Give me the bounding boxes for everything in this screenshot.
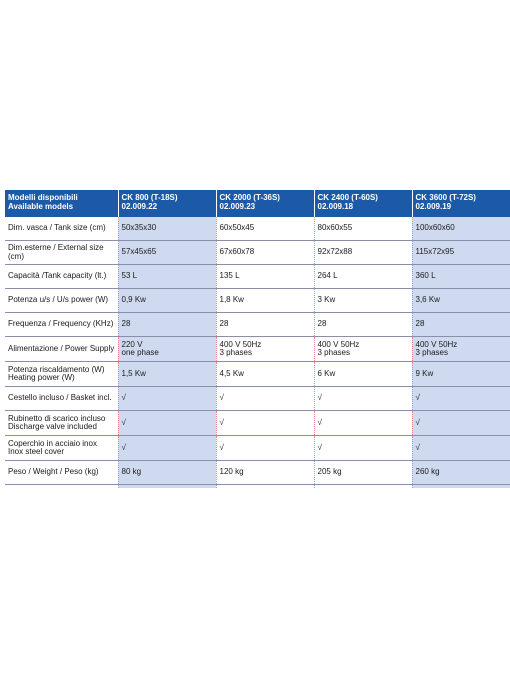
table-cell: 9 Kw xyxy=(412,362,510,387)
table-tail-cell xyxy=(5,485,118,489)
table-cell: √ xyxy=(216,411,314,436)
header-ck3600: CK 3600 (T-72S) 02.009.19 xyxy=(412,190,510,217)
table-row xyxy=(5,362,510,387)
table-cell: 120 kg xyxy=(216,461,314,485)
row-label: Capacità /Tank capacity (lt.) xyxy=(5,265,118,289)
table-row xyxy=(5,289,510,313)
table-cell: √ xyxy=(118,411,216,436)
table-row xyxy=(5,337,510,362)
table-cell: 0,9 Kw xyxy=(118,289,216,313)
table-cell: 57x45x65 xyxy=(118,241,216,265)
table-cell: 3,6 Kw xyxy=(412,289,510,313)
table-cell: √ xyxy=(216,436,314,461)
table-cell: √ xyxy=(412,411,510,436)
table-cell: 260 kg xyxy=(412,461,510,485)
table-cell: 1,8 Kw xyxy=(216,289,314,313)
header-ck2400: CK 2400 (T-60S) 02.009.18 xyxy=(314,190,412,217)
table-cell: 28 xyxy=(314,313,412,337)
table-cell: 360 L xyxy=(412,265,510,289)
table-cell: 4,5 Kw xyxy=(216,362,314,387)
row-label: Peso / Weight / Peso (kg) xyxy=(5,461,118,485)
table-cell: √ xyxy=(412,436,510,461)
table-cell: 92x72x88 xyxy=(314,241,412,265)
row-label: Frequenza / Frequency (KHz) xyxy=(5,313,118,337)
table-cell: 50x35x30 xyxy=(118,217,216,241)
row-label: Potenza u/s / U/s power (W) xyxy=(5,289,118,313)
row-label: Potenza riscaldamento (W) Heating power (W) xyxy=(5,362,118,387)
row-label: Coperchio in acciaio inox Inox steel cover xyxy=(5,436,118,461)
table-cell: 135 L xyxy=(216,265,314,289)
table-cell: 400 V 50Hz 3 phases xyxy=(412,337,510,362)
row-label: Dim.esterne / External size (cm) xyxy=(5,241,118,265)
table-cell: 3 Kw xyxy=(314,289,412,313)
table-cell: 60x50x45 xyxy=(216,217,314,241)
table-cell: √ xyxy=(216,387,314,411)
table-row xyxy=(5,387,510,411)
table-cell: √ xyxy=(118,387,216,411)
table-cell: 1,5 Kw xyxy=(118,362,216,387)
table-cell: 264 L xyxy=(314,265,412,289)
table-cell: 400 V 50Hz 3 phases xyxy=(216,337,314,362)
header-ck800: CK 800 (T-18S) 02.009.22 xyxy=(118,190,216,217)
row-label: Cestello incluso / Basket incl. xyxy=(5,387,118,411)
header-ck2000: CK 2000 (T-36S) 02.009.23 xyxy=(216,190,314,217)
row-label: Dim. vasca / Tank size (cm) xyxy=(5,217,118,241)
table-row xyxy=(5,241,510,265)
table-cell: 100x60x60 xyxy=(412,217,510,241)
table-cell: 80 kg xyxy=(118,461,216,485)
table-cell: 53 L xyxy=(118,265,216,289)
table-row xyxy=(5,265,510,289)
table-cell: 400 V 50Hz 3 phases xyxy=(314,337,412,362)
table-cell: √ xyxy=(412,387,510,411)
table-cell: √ xyxy=(314,411,412,436)
header-models: Modelli disponibili Available models xyxy=(5,190,118,217)
table-cell: 67x60x78 xyxy=(216,241,314,265)
table-header-row xyxy=(5,190,510,217)
table-body xyxy=(5,217,510,488)
spec-table xyxy=(5,190,510,488)
table-cell: 28 xyxy=(118,313,216,337)
table-cell: 28 xyxy=(216,313,314,337)
table-row xyxy=(5,313,510,337)
table-tail-cell xyxy=(314,485,412,489)
row-label: Alimentazione / Power Supply xyxy=(5,337,118,362)
table-cell: 28 xyxy=(412,313,510,337)
table-cell: 115x72x95 xyxy=(412,241,510,265)
table-cell: √ xyxy=(314,436,412,461)
table-row xyxy=(5,217,510,241)
table-row xyxy=(5,411,510,436)
table-tail-cell xyxy=(118,485,216,489)
row-label: Rubinetto di scarico incluso Discharge valve included xyxy=(5,411,118,436)
table-cell: 80x60x55 xyxy=(314,217,412,241)
table-row xyxy=(5,461,510,485)
table-cell: 205 kg xyxy=(314,461,412,485)
table-tail-cell xyxy=(216,485,314,489)
table-tail-row xyxy=(5,485,510,489)
table-row xyxy=(5,436,510,461)
table-cell: √ xyxy=(118,436,216,461)
table-cell: √ xyxy=(314,387,412,411)
table-cell: 220 V one phase xyxy=(118,337,216,362)
table-cell: 6 Kw xyxy=(314,362,412,387)
table-tail-cell xyxy=(412,485,510,489)
